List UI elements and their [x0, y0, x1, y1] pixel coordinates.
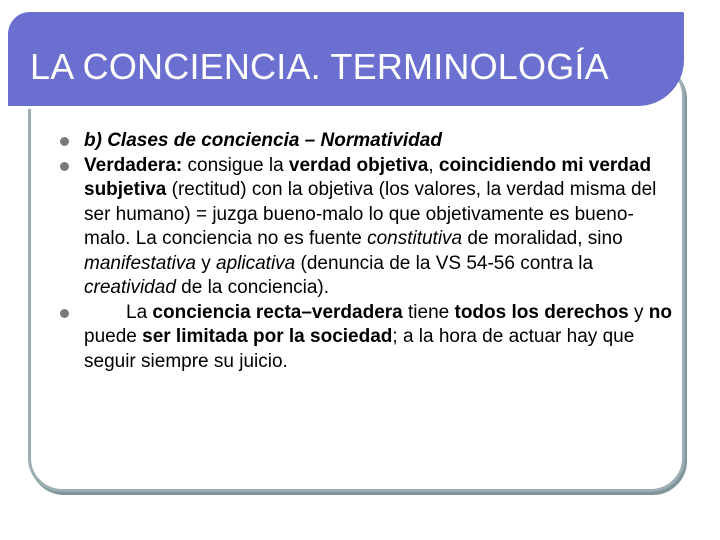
text-creatividad: creatividad	[84, 277, 176, 298]
text-span: La	[126, 301, 153, 323]
item-1-text: b) Clases de conciencia – Normatividad	[84, 130, 442, 151]
slide-title: LA CONCIENCIA. TERMINOLOGÍA	[30, 46, 609, 87]
text-constitutiva: constitutiva	[367, 228, 463, 249]
slide-body	[56, 129, 672, 374]
bullet-dot-icon	[60, 137, 69, 146]
bullet-item-1	[56, 129, 672, 154]
bullet-item-3	[56, 301, 672, 375]
bullet-dot-icon	[60, 309, 69, 318]
text-manifestativa: manifestativa	[84, 252, 196, 274]
text-span: ,	[428, 154, 439, 176]
text-span: tiene	[402, 301, 455, 323]
text-aplicativa: aplicativa	[216, 252, 296, 274]
text-verdad-objetiva: verdad objetiva	[288, 154, 429, 176]
text-span: de la conciencia).	[175, 277, 330, 298]
text-span: ; a la hora de actuar hay que seguir siempre su juicio.	[84, 326, 635, 372]
text-no: no	[648, 301, 672, 323]
bullet-dot-icon	[60, 162, 69, 171]
text-span: consigue la	[182, 154, 289, 176]
text-verdadera: Verdadera:	[84, 154, 183, 176]
text-span: puede	[84, 326, 143, 347]
text-span: y	[195, 252, 217, 274]
bullet-item-2	[56, 154, 672, 301]
text-limitada: ser limitada por la sociedad	[142, 326, 393, 347]
text-span: de moralidad, sino	[462, 228, 623, 249]
text-coincidiendo: coincidiendo mi verdad subjetiva	[84, 154, 652, 200]
title-underline	[16, 106, 644, 109]
text-span: (rectitud) con la objetiva (los valores, la verdad misma del ser humano) = juzga bueno-malo lo que objetivamente es bueno-malo. La conciencia no es fuente	[84, 179, 657, 249]
text-span: (denuncia de la VS 54-56 contra la	[295, 252, 594, 274]
text-todos-los-derechos: todos los derechos	[454, 301, 629, 323]
text-span: y	[628, 301, 649, 323]
title-bar	[8, 12, 684, 106]
text-conciencia-recta: conciencia recta–verdadera	[152, 301, 403, 323]
